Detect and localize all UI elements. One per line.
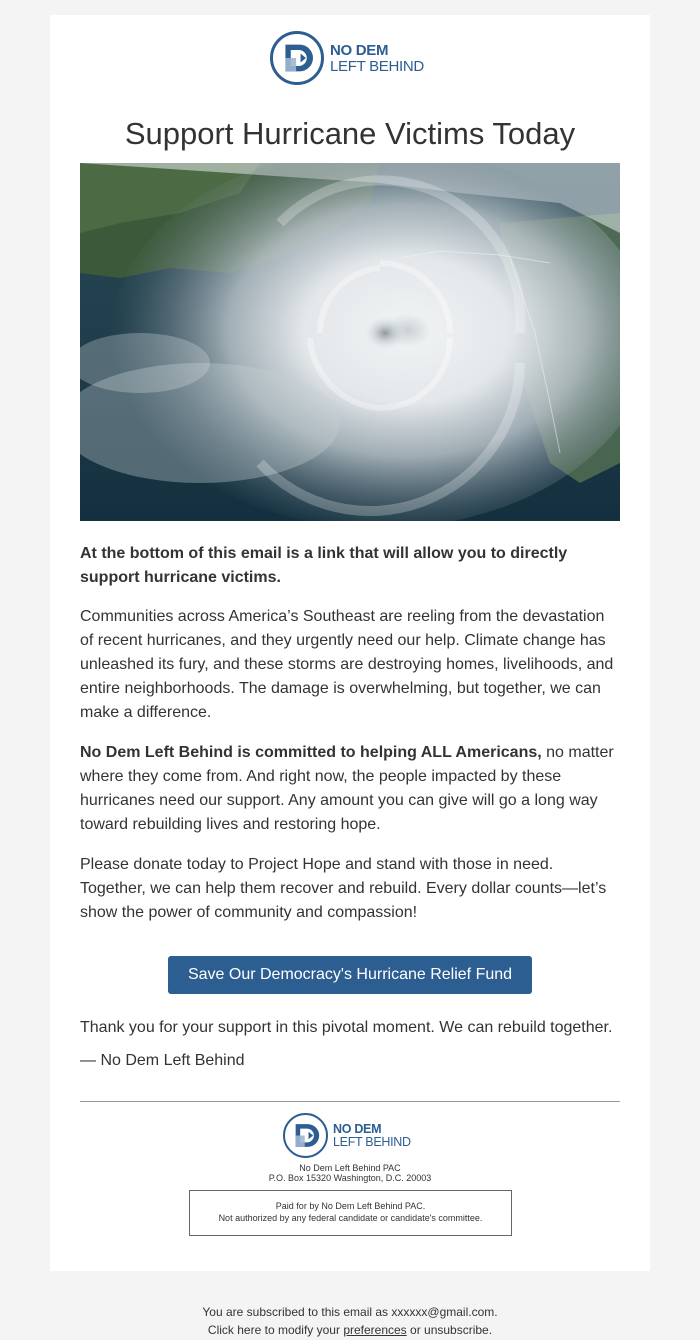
commitment-rest: no matter where they come from. And right now, the people impacted by these hurricanes need our support. Any amount you can give will go a long way toward rebuilding lives and restoring hope.	[80, 744, 614, 833]
manage-prefix: Click here to modify your	[207, 1323, 344, 1337]
footer-divider	[80, 1101, 620, 1102]
footer-logo-wordmark	[333, 1123, 411, 1149]
hurricane-satellite-image	[80, 163, 620, 521]
disclaimer-line-1: Paid for by No Dem Left Behind PAC.	[275, 1201, 426, 1211]
subscription-notice: You are subscribed to this email as xxxxxx@gmail.com.	[202, 1305, 498, 1319]
footer-address: P.O. Box 15320 Washington, D.C. 20003	[268, 1173, 432, 1183]
page-title: Support Hurricane Victims Today	[124, 116, 576, 151]
intro-paragraph: At the bottom of this email is a link that will allow you to directly support hurricane victims.	[80, 545, 568, 586]
logo-d-icon	[270, 31, 324, 85]
subscription-manage	[0, 1323, 700, 1337]
footer-logo-line2: LEFT BEHIND	[333, 1135, 411, 1149]
email-card	[50, 15, 650, 1271]
logo-line1: NO DEM	[330, 41, 389, 59]
preferences-link[interactable]: preferences	[343, 1323, 407, 1337]
signoff-text: — No Dem Left Behind	[80, 1052, 245, 1069]
body-paragraph-1: Communities across America’s Southeast are reeling from the devastation of recent hurricanes, and they urgently need our help. Climate change has unleashed its fury, and these storms are destroying homes, livelihoods, and entire neighborhoods. The damage is overwhelming, but together, we can make a difference.	[80, 608, 614, 721]
thank-you-text: Thank you for your support in this pivotal moment. We can rebuild together.	[80, 1019, 613, 1036]
logo-wordmark	[330, 43, 424, 74]
commitment-statement: No Dem Left Behind is committed to helping ALL Americans,	[80, 744, 542, 761]
body-paragraph-3: Please donate today to Project Hope and stand with those in need. Together, we can help them recover and rebuild. Every dollar counts—let’s show the power of community and compassion!	[80, 856, 607, 921]
header-logo[interactable]	[270, 31, 424, 85]
manage-suffix: or unsubscribe.	[406, 1323, 493, 1337]
footer-logo-line1: NO DEM	[333, 1121, 382, 1136]
footer-org-name: No Dem Left Behind PAC	[299, 1163, 401, 1173]
footer-logo[interactable]	[283, 1113, 411, 1158]
paid-for-disclaimer	[189, 1190, 512, 1236]
footer-logo-d-icon	[283, 1113, 328, 1158]
body-paragraph-2	[80, 741, 620, 837]
relief-fund-donate-button[interactable]: Save Our Democracy's Hurricane Relief Fund	[168, 956, 532, 994]
logo-line2: LEFT BEHIND	[330, 57, 424, 75]
disclaimer-line-2: Not authorized by any federal candidate or candidate's committee.	[218, 1213, 483, 1223]
